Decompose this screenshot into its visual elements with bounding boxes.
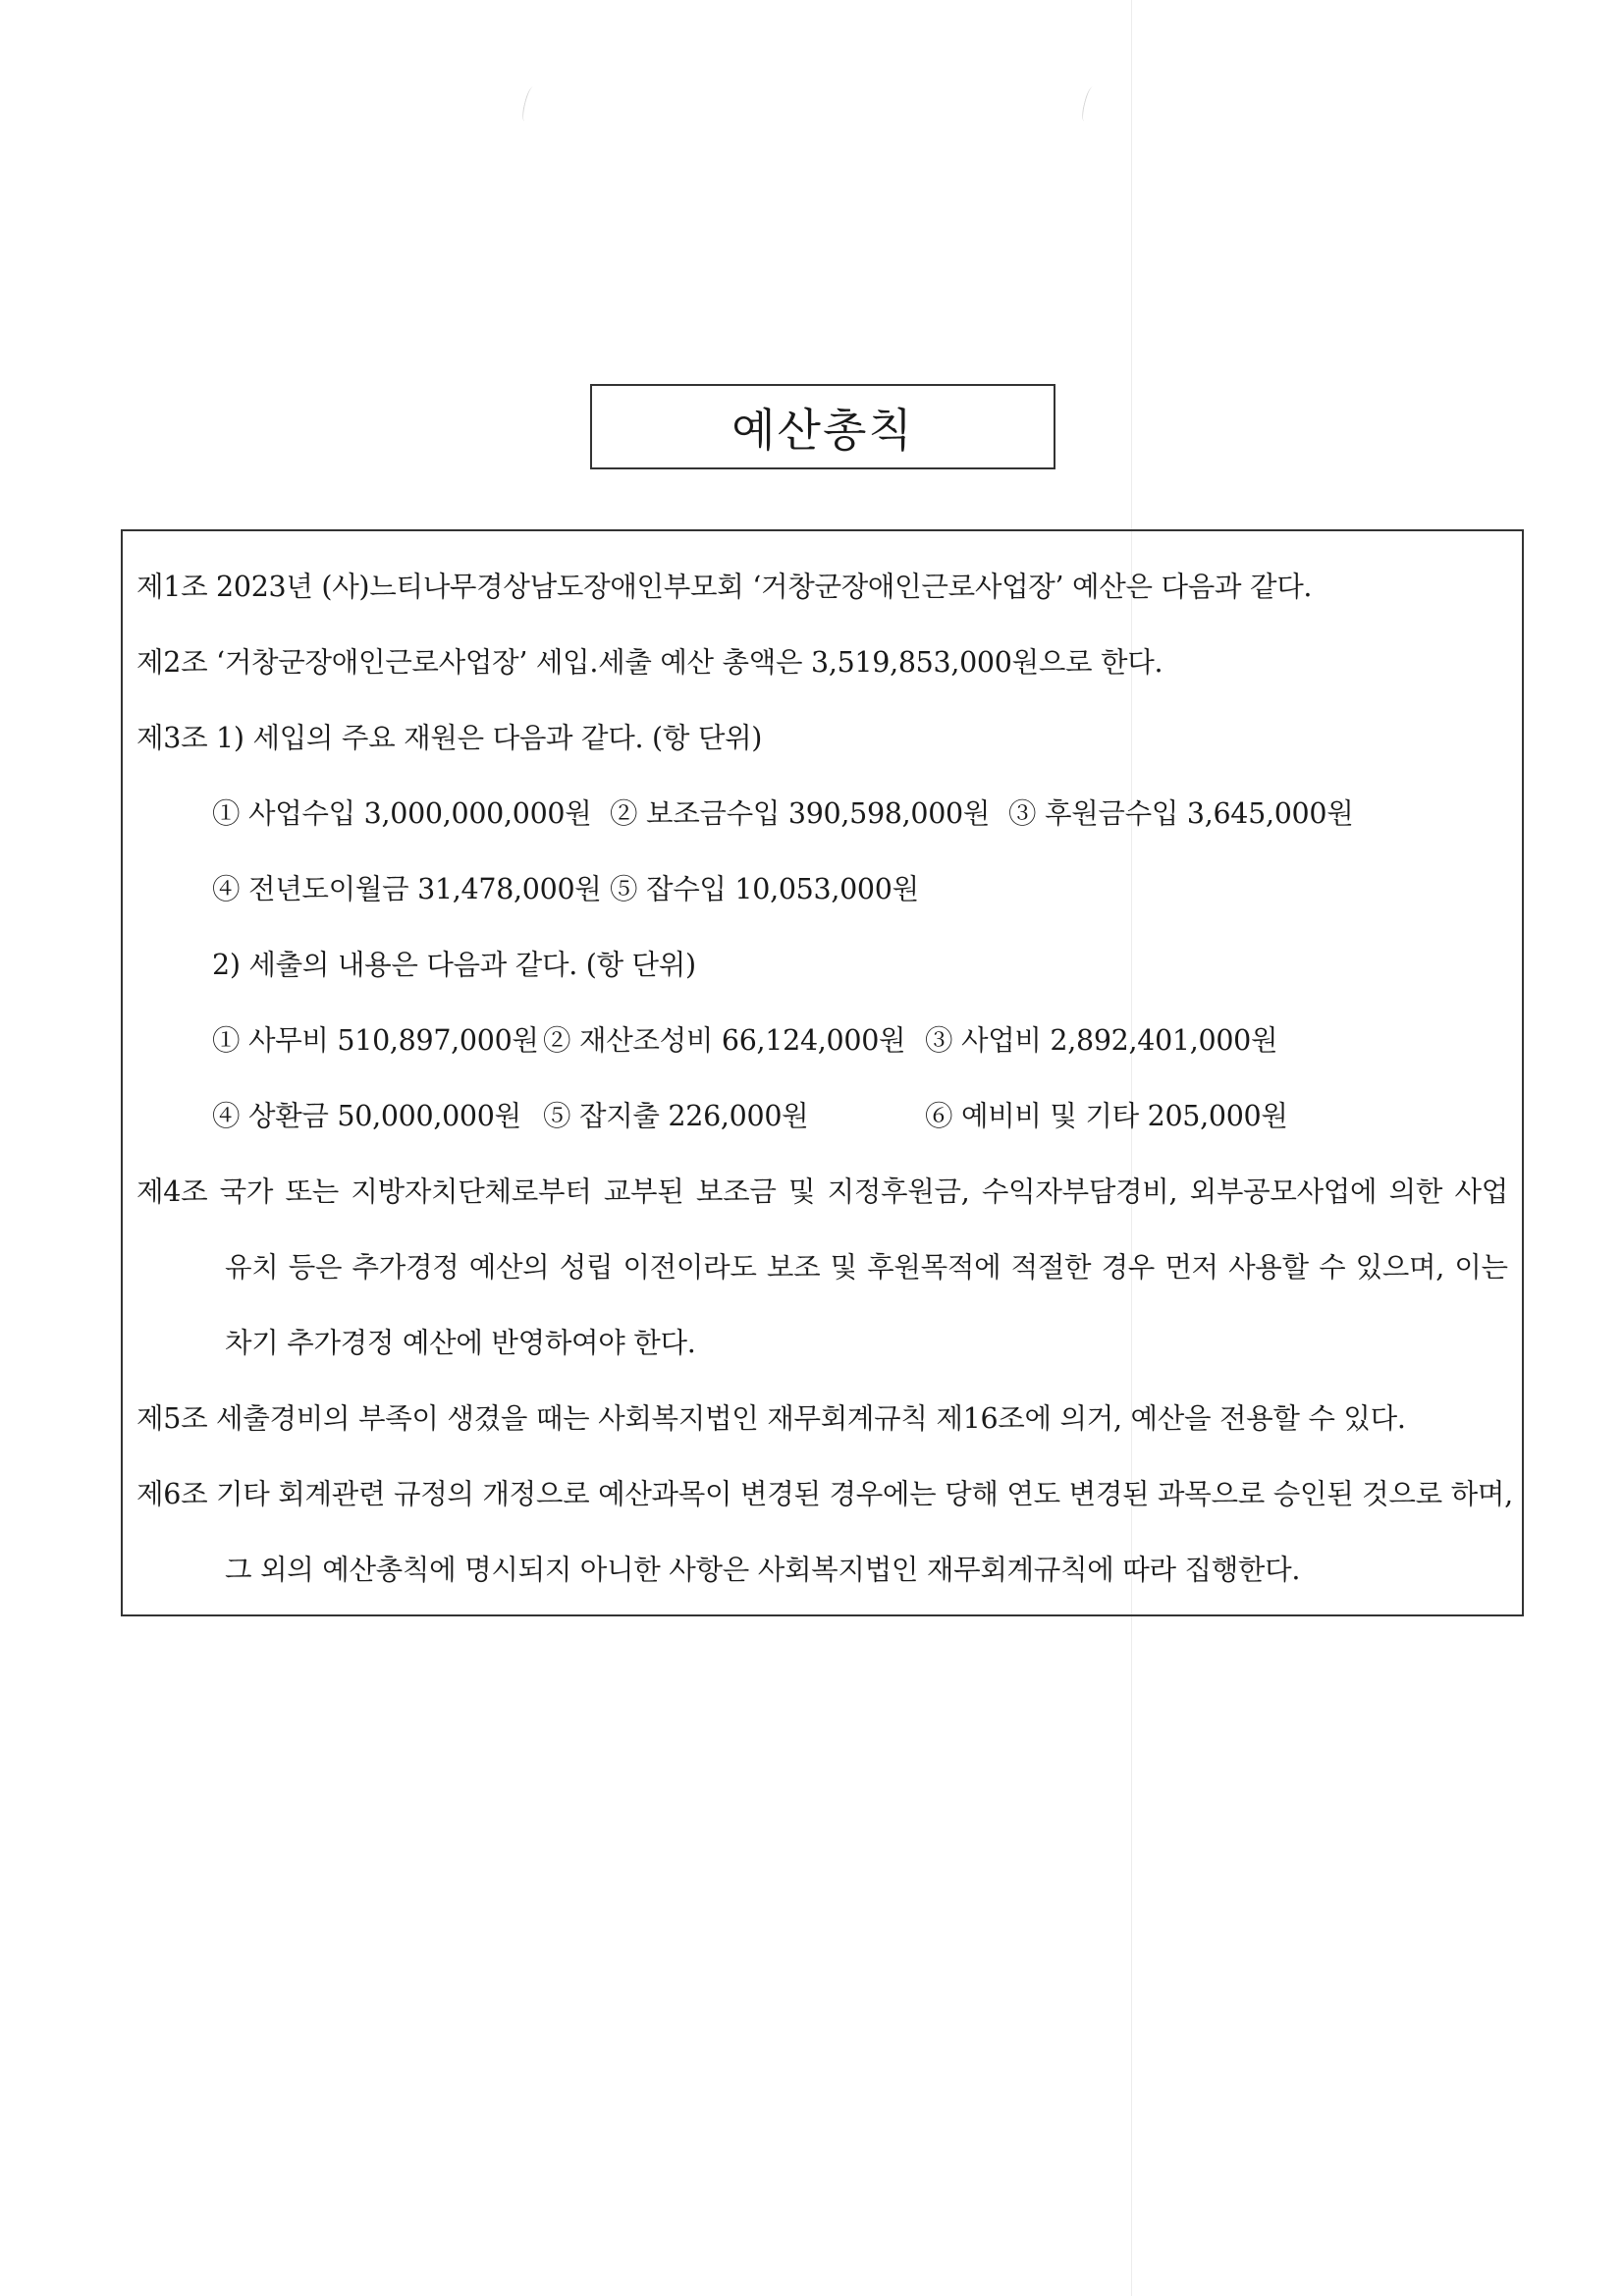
article-4-line-2 (225, 1244, 1508, 1291)
title-box (590, 384, 1055, 469)
word: 국가 (219, 1175, 274, 1208)
article-4-line-1 (136, 1169, 1508, 1216)
word: 이는 (1454, 1251, 1508, 1284)
scan-mark (520, 85, 537, 122)
word: 의한 (1388, 1175, 1443, 1208)
expense-item: ① 사무비 510,897,000원 (212, 1024, 539, 1057)
word: 외부공모사업에 (1189, 1175, 1378, 1208)
word: 있으며, (1355, 1251, 1445, 1284)
article-6-line-2: 그 외의 예산총칙에 명시되지 아니한 사항은 사회복지법인 재무회계규칙에 따라 집행한다. (225, 1554, 1301, 1586)
word: 추가경정 (352, 1251, 460, 1284)
income-item: ① 사업수입 3,000,000,000원 (212, 797, 592, 830)
article-1: 제1조 2023년 (사)느티나무경상남도장애인부모회 ‘거창군장애인근로사업장’ 예산은 다음과 같다. (136, 571, 1313, 603)
word: 보조 (766, 1251, 821, 1284)
page-title: 예산총칙 (731, 403, 914, 457)
expense-row-1 (212, 1017, 1508, 1065)
income-row-2 (212, 866, 1508, 913)
word: 성립 (559, 1251, 614, 1284)
budget-rules-box (121, 529, 1524, 1616)
word: 또는 (285, 1175, 339, 1208)
word: 먼저 (1164, 1251, 1218, 1284)
word: 수익자부담경비, (981, 1175, 1178, 1208)
income-item: ④ 전년도이월금 31,478,000원 (212, 873, 602, 905)
income-item: ③ 후원금수입 3,645,000원 (1008, 797, 1354, 830)
word: 적절한 (1010, 1251, 1092, 1284)
word: 제4조 (136, 1175, 208, 1208)
word: 사용할 (1228, 1251, 1309, 1284)
word: 등은 (288, 1251, 343, 1284)
word: 이전이라도 (622, 1251, 757, 1284)
income-item: ⑤ 잡수입 10,053,000원 (610, 873, 919, 905)
word: 경우 (1101, 1251, 1156, 1284)
word: 지방자치단체로부터 (351, 1175, 592, 1208)
word: 보조금 (695, 1175, 777, 1208)
word: 유치 (225, 1251, 279, 1284)
article-2: 제2조 ‘거창군장애인근로사업장’ 세입.세출 예산 총액은 3,519,853,000원으로 한다. (136, 646, 1163, 679)
expense-item: ③ 사업비 2,892,401,000원 (925, 1024, 1278, 1057)
article-6-line-1: 제6조 기타 회계관련 규정의 개정으로 예산과목이 변경된 경우에는 당해 연도 변경된 과목으로 승인된 것으로 하며, (136, 1478, 1513, 1510)
article-3-sub2: 2) 세출의 내용은 다음과 같다. (항 단위) (212, 949, 696, 981)
word: 후원목적에 (867, 1251, 1001, 1284)
word: 및 (787, 1175, 816, 1208)
expense-row-2 (212, 1093, 1508, 1140)
word: 사업 (1454, 1175, 1508, 1208)
word: 지정후원금, (827, 1175, 970, 1208)
expense-item: ⑤ 잡지출 226,000원 (543, 1100, 809, 1132)
word: 교부된 (603, 1175, 684, 1208)
article-4-line-3: 차기 추가경정 예산에 반영하여야 한다. (225, 1327, 696, 1359)
word: 예산의 (468, 1251, 550, 1284)
income-row-1 (212, 791, 1508, 838)
article-3-head: 제3조 1) 세입의 주요 재원은 다음과 같다. (항 단위) (136, 722, 763, 754)
article-5: 제5조 세출경비의 부족이 생겼을 때는 사회복지법인 재무회계규칙 제16조에 의거, 예산을 전용할 수 있다. (136, 1402, 1406, 1435)
expense-item: ④ 상환금 50,000,000원 (212, 1100, 521, 1132)
word: 수 (1319, 1251, 1346, 1284)
expense-item: ② 재산조성비 66,124,000원 (543, 1024, 906, 1057)
scan-mark (1080, 85, 1097, 122)
income-item: ② 보조금수입 390,598,000원 (610, 797, 991, 830)
word: 및 (830, 1251, 857, 1284)
expense-item: ⑥ 예비비 및 기타 205,000원 (925, 1100, 1288, 1132)
